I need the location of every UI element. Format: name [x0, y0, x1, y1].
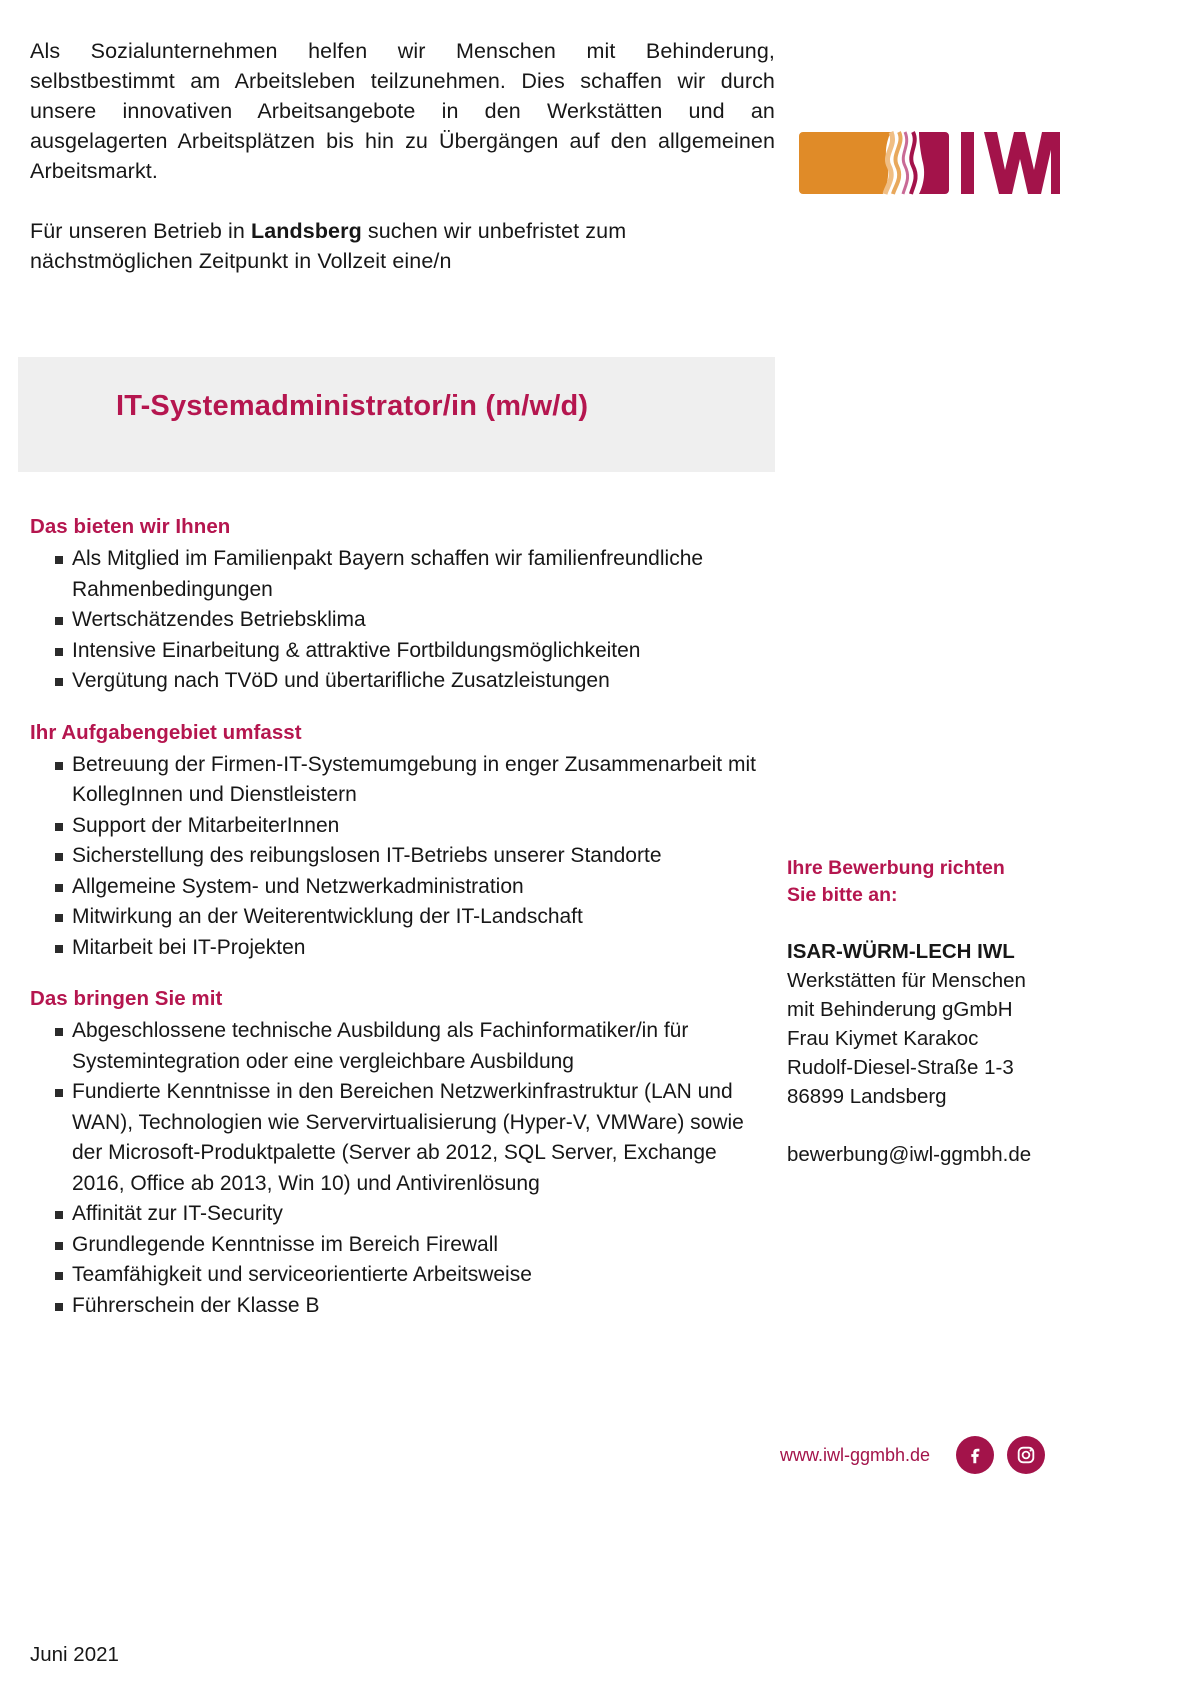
facebook-icon[interactable]: [956, 1436, 994, 1474]
contact-address-line: Rudolf-Diesel-Straße 1-3: [787, 1056, 1014, 1079]
list-item: Mitarbeit bei IT-Projekten: [30, 933, 775, 964]
website-link[interactable]: www.iwl-ggmbh.de: [780, 1444, 931, 1465]
list-item: Teamfähigkeit und serviceorientierte Arbeitsweise: [30, 1260, 775, 1291]
intro-paragraph-2: [30, 216, 775, 276]
job-title-band: [18, 357, 775, 472]
job-title: IT-Systemadministrator/in (m/w/d): [116, 390, 589, 422]
intro-block: [30, 36, 775, 276]
section-heading: Das bringen Sie mit: [30, 987, 223, 1010]
contact-address-line: 86899 Landsberg: [787, 1085, 947, 1108]
list-item: Mitwirkung an der Weiterentwicklung der IT-Landschaft: [30, 902, 775, 933]
list-item: Affinität zur IT-Security: [30, 1199, 775, 1230]
contact-heading-line-1: Ihre Bewerbung richten: [787, 857, 1005, 879]
social-links: [956, 1436, 1045, 1474]
contact-address: [787, 937, 1117, 1111]
intro-paragraph-2-pre: Für unseren Betrieb in: [30, 219, 251, 243]
list-item: Abgeschlossene technische Ausbildung als Fachinformatiker/in für Systemintegration oder eine vergleichbare Ausbildung: [30, 1016, 775, 1077]
list-item: Als Mitglied im Familienpakt Bayern schaffen wir familienfreundliche Rahmenbedingungen: [30, 544, 775, 605]
section-list: [30, 544, 775, 697]
contact-address-line: Frau Kiymet Karakoc: [787, 1027, 979, 1050]
contact-heading: [787, 855, 1117, 909]
contact-organisation: ISAR-WÜRM-LECH IWL: [787, 940, 1015, 963]
intro-paragraph-1: Als Sozialunternehmen helfen wir Menschen mit Behinderung, selbstbestimmt am Arbeitsleben teilzunehmen. Dies schaffen wir durch unsere innovativen Arbeitsangebote in den Werkstätten und an ausgelagerten Arbeitsplätzen bis hin zu Übergängen auf den allgemeinen Arbeitsmarkt.: [30, 39, 775, 183]
list-item: Support der MitarbeiterInnen: [30, 811, 775, 842]
section-offer: [30, 515, 775, 697]
section-requirements: [30, 987, 775, 1321]
contact-address-line: mit Behinderung gGmbH: [787, 998, 1013, 1021]
contact-address-line: Werkstätten für Menschen: [787, 969, 1026, 992]
list-item: Fundierte Kenntnisse in den Bereichen Netzwerkinfrastruktur (LAN und WAN), Technologien wie Servervirtualisierung (Hyper-V, VMWare) sowie der Microsoft-Produktpalette (Server ab 2012, SQL Server, Exchange 2016, Office ab 2013, Win 10) und Antivirenlösung: [30, 1077, 775, 1199]
location-highlight: Landsberg: [251, 219, 362, 243]
intro-paragraph-2-post: suchen wir unbefristet zum nächstmöglichen Zeitpunkt in Vollzeit eine/n: [30, 219, 627, 273]
section-list: [30, 750, 775, 964]
list-item: Vergütung nach TVöD und übertarifliche Zusatzleistungen: [30, 666, 775, 697]
section-heading: Ihr Aufgabengebiet umfasst: [30, 720, 302, 744]
section-tasks: [30, 721, 775, 964]
iwl-logo: [795, 124, 1060, 202]
contact-email[interactable]: bewerbung@iwl-ggmbh.de: [787, 1143, 1032, 1166]
sections-container: [30, 515, 775, 1321]
list-item: Sicherstellung des reibungslosen IT-Betriebs unserer Standorte: [30, 841, 775, 872]
list-item: Allgemeine System- und Netzwerkadministration: [30, 872, 775, 903]
publication-date: Juni 2021: [30, 1643, 119, 1666]
footer-right: [780, 1425, 1100, 1485]
instagram-icon[interactable]: [1007, 1436, 1045, 1474]
contact-heading-line-2: Sie bitte an:: [787, 884, 898, 906]
list-item: Betreuung der Firmen-IT-Systemumgebung in enger Zusammenarbeit mit KollegInnen und Dienstleistern: [30, 750, 775, 811]
list-item: Intensive Einarbeitung & attraktive Fortbildungsmöglichkeiten: [30, 636, 775, 667]
list-item: Wertschätzendes Betriebsklima: [30, 605, 775, 636]
section-list: [30, 1016, 775, 1321]
list-item: Grundlegende Kenntnisse im Bereich Firewall: [30, 1230, 775, 1261]
list-item: Führerschein der Klasse B: [30, 1291, 775, 1322]
contact-block: [787, 855, 1117, 1169]
section-heading: Das bieten wir Ihnen: [30, 515, 231, 538]
